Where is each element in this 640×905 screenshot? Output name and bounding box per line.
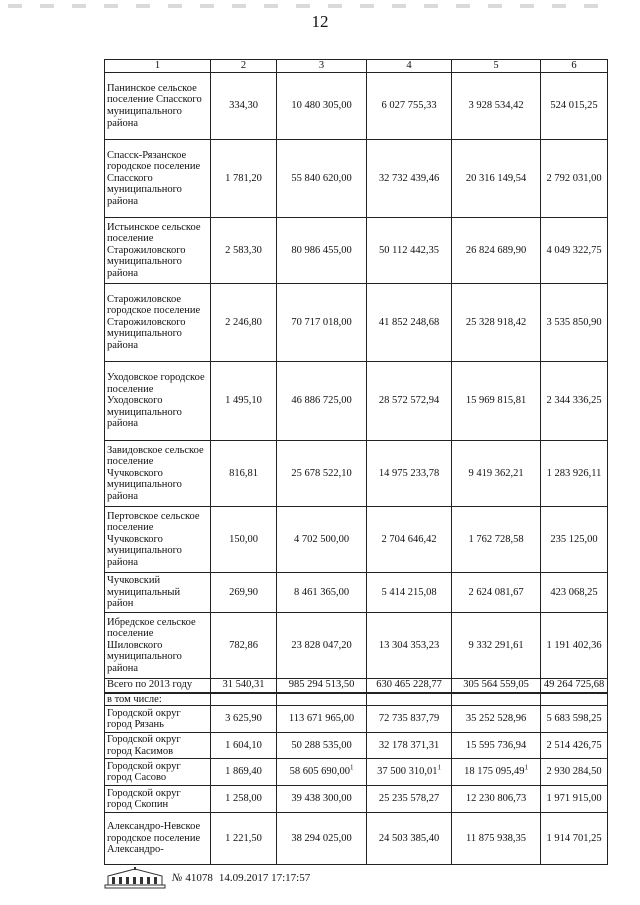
value-cell <box>452 284 541 362</box>
cell-value: 2 704 646,42 <box>381 533 437 545</box>
table-row <box>105 140 608 218</box>
value-cell <box>211 284 277 362</box>
row-name-cell: Ибредское сельское поселение Шиловского муниципального района <box>105 613 211 679</box>
data-table <box>104 59 608 865</box>
column-header: 1 <box>105 60 211 73</box>
footnote-mark: 1 <box>437 763 441 772</box>
value-cell <box>367 706 452 733</box>
value-cell <box>277 786 367 813</box>
value-cell <box>211 693 277 706</box>
table-row <box>105 362 608 441</box>
value-cell <box>452 441 541 507</box>
cell-value: 70 717 018,00 <box>291 316 352 328</box>
cell-value: 49 264 725,68 <box>543 679 605 691</box>
value-cell <box>211 679 277 693</box>
value-cell <box>277 733 367 759</box>
table-row <box>105 573 608 613</box>
footnote-mark: 1 <box>349 763 354 772</box>
value-cell <box>452 733 541 759</box>
value-cell <box>541 573 608 613</box>
cell-value: 6 027 755,33 <box>381 100 437 112</box>
cell-value: 1 781,20 <box>225 172 262 184</box>
cell-value: 1 914 701,25 <box>546 832 602 844</box>
cell-value: 2 583,30 <box>225 244 262 256</box>
value-cell <box>367 218 452 284</box>
row-name-cell: Старожиловское городское поселение Старожиловского муниципального района <box>105 284 211 362</box>
cell-value: 3 625,90 <box>225 713 262 725</box>
cell-value: 46 886 725,00 <box>291 395 352 407</box>
column-header: 2 <box>211 60 277 73</box>
value-cell <box>211 733 277 759</box>
value-cell <box>452 786 541 813</box>
value-cell <box>211 140 277 218</box>
cell-value: 1 604,10 <box>225 739 262 751</box>
value-cell <box>211 73 277 140</box>
value-cell <box>211 786 277 813</box>
cell-value: 32 178 371,31 <box>378 739 440 751</box>
cell-value: 5 683 598,25 <box>546 713 602 725</box>
value-cell <box>541 759 608 786</box>
value-cell <box>367 441 452 507</box>
value-cell <box>367 759 452 786</box>
value-cell <box>541 73 608 140</box>
cell-value: 5 414 215,08 <box>381 586 437 598</box>
cell-value: 10 480 305,00 <box>291 100 352 112</box>
row-name-cell: Завидовское сельское поселение Чучковского муниципального района <box>105 441 211 507</box>
value-cell <box>541 679 608 693</box>
cell-value: 524 015,25 <box>550 100 598 112</box>
table-row <box>105 786 608 813</box>
cell-value: 55 840 620,00 <box>291 172 352 184</box>
value-cell <box>277 613 367 679</box>
column-header: 3 <box>277 60 367 73</box>
cell-value: 8 461 365,00 <box>293 586 350 598</box>
cell-value: 305 564 559,05 <box>463 679 529 691</box>
cell-value: 25 235 578,27 <box>378 793 440 805</box>
value-cell <box>452 73 541 140</box>
scan-artifact <box>8 4 608 8</box>
document-timestamp: 14.09.2017 17:17:57 <box>218 872 311 884</box>
value-cell <box>541 693 608 706</box>
row-name-cell: Уходовское городское поселение Уходовского муниципального района <box>105 362 211 441</box>
value-cell <box>211 507 277 573</box>
value-cell <box>452 218 541 284</box>
value-cell <box>277 218 367 284</box>
value-cell <box>541 613 608 679</box>
value-cell <box>277 573 367 613</box>
building-stamp-icon <box>104 867 166 889</box>
cell-value: 3 928 534,42 <box>468 100 524 112</box>
cell-value: 423 068,25 <box>550 586 598 598</box>
cell-value: 25 678 522,10 <box>291 467 352 479</box>
value-cell <box>277 813 367 865</box>
cell-value: 2 514 426,75 <box>546 739 602 751</box>
value-cell <box>211 218 277 284</box>
cell-value: 24 503 385,40 <box>378 832 440 844</box>
row-name-cell: Всего по 2013 году <box>105 679 211 693</box>
value-cell <box>367 573 452 613</box>
value-cell <box>277 759 367 786</box>
value-cell <box>452 679 541 693</box>
table-row <box>105 507 608 573</box>
value-cell <box>367 284 452 362</box>
cell-value: 26 824 689,90 <box>465 244 527 256</box>
table-row <box>105 441 608 507</box>
cell-value: 1 869,40 <box>225 766 262 778</box>
row-name-cell: Пертовское сельское поселение Чучковского муниципального района <box>105 507 211 573</box>
cell-value: 50 288 535,00 <box>291 739 352 751</box>
row-name-cell: в том числе: <box>105 693 211 706</box>
cell-value: 269,90 <box>229 586 258 598</box>
cell-value: 14 975 233,78 <box>378 467 440 479</box>
cell-value: 1 191 402,36 <box>546 639 602 651</box>
value-cell <box>541 733 608 759</box>
value-cell <box>277 140 367 218</box>
table-row <box>105 73 608 140</box>
row-name-cell: Городской округ город Сасово <box>105 759 211 786</box>
cell-value: 50 112 442,35 <box>379 244 439 256</box>
row-name-cell: Городской округ город Скопин <box>105 786 211 813</box>
table-row <box>105 706 608 733</box>
value-cell <box>367 733 452 759</box>
value-cell <box>452 507 541 573</box>
cell-value: 2 344 336,25 <box>546 395 602 407</box>
cell-value: 1 283 926,11 <box>546 467 602 479</box>
cell-value: 985 294 513,50 <box>288 679 355 691</box>
cell-value: 37 500 310,01 <box>377 766 438 778</box>
value-cell <box>277 706 367 733</box>
value-cell <box>367 813 452 865</box>
cell-value: 9 419 362,21 <box>468 467 524 479</box>
value-cell <box>211 706 277 733</box>
cell-value: 58 605 690,00 <box>289 766 350 778</box>
value-cell <box>367 613 452 679</box>
cell-value: 9 332 291,61 <box>468 639 524 651</box>
value-cell <box>541 507 608 573</box>
value-cell <box>211 362 277 441</box>
cell-value: 31 540,31 <box>222 679 265 691</box>
cell-value: 2 246,80 <box>225 316 262 328</box>
table-row <box>105 679 608 693</box>
value-cell <box>367 73 452 140</box>
cell-value: 25 328 918,42 <box>465 316 527 328</box>
table-header <box>105 60 608 73</box>
table-row <box>105 693 608 706</box>
cell-value: 80 986 455,00 <box>291 244 352 256</box>
row-name-cell: Городской округ город Касимов <box>105 733 211 759</box>
value-cell <box>367 507 452 573</box>
cell-value: 630 465 228,77 <box>376 679 442 691</box>
footnote-mark: 1 <box>524 763 528 772</box>
value-cell <box>211 759 277 786</box>
value-cell <box>211 441 277 507</box>
cell-value: 23 828 047,20 <box>291 639 352 651</box>
cell-value: 1 258,00 <box>225 793 262 805</box>
value-cell <box>452 759 541 786</box>
value-cell <box>211 813 277 865</box>
table-row <box>105 613 608 679</box>
row-name-cell: Александро-Невское городское поселение Александро- <box>105 813 211 865</box>
value-cell <box>277 441 367 507</box>
table-body <box>105 73 608 865</box>
page-number: 12 <box>311 12 329 31</box>
cell-value: 334,30 <box>229 100 258 112</box>
cell-value: 28 572 572,94 <box>378 395 440 407</box>
column-header: 4 <box>367 60 452 73</box>
value-cell <box>452 693 541 706</box>
cell-value: 15 969 815,81 <box>465 395 527 407</box>
value-cell <box>452 613 541 679</box>
value-cell <box>541 362 608 441</box>
cell-value: 113 671 965,00 <box>288 713 355 725</box>
cell-value: 150,00 <box>229 533 258 545</box>
value-cell <box>367 679 452 693</box>
value-cell <box>452 706 541 733</box>
cell-value: 11 875 938,35 <box>466 832 526 844</box>
cell-value: 4 049 322,75 <box>546 244 602 256</box>
cell-value: 32 732 439,46 <box>378 172 440 184</box>
value-cell <box>277 693 367 706</box>
cell-value: 4 702 500,00 <box>293 533 350 545</box>
cell-value: 782,86 <box>229 639 258 651</box>
value-cell <box>277 507 367 573</box>
cell-value: 20 316 149,54 <box>465 172 527 184</box>
table-row <box>105 284 608 362</box>
value-cell <box>452 813 541 865</box>
footer <box>104 866 310 890</box>
row-name-cell: Панинское сельское поселение Спасского муниципального района <box>105 73 211 140</box>
value-cell <box>367 693 452 706</box>
value-cell <box>452 140 541 218</box>
table-row <box>105 218 608 284</box>
value-cell <box>541 284 608 362</box>
table-row <box>105 759 608 786</box>
cell-value: 235 125,00 <box>550 533 598 545</box>
cell-value: 1 971 915,00 <box>546 793 602 805</box>
cell-value: 3 535 850,90 <box>546 316 602 328</box>
cell-value: 38 294 025,00 <box>291 832 352 844</box>
cell-value: 72 735 837,79 <box>378 713 440 725</box>
column-header: 5 <box>452 60 541 73</box>
number-sign: № <box>172 872 183 884</box>
cell-value: 2 930 284,50 <box>546 766 602 778</box>
column-header: 6 <box>541 60 608 73</box>
cell-value: 1 495,10 <box>225 395 262 407</box>
value-cell <box>211 613 277 679</box>
value-cell <box>541 706 608 733</box>
row-name-cell: Истьинское сельское поселение Старожиловского муниципального района <box>105 218 211 284</box>
value-cell <box>541 813 608 865</box>
cell-value: 12 230 806,73 <box>465 793 527 805</box>
value-cell <box>367 786 452 813</box>
cell-value: 2 792 031,00 <box>546 172 602 184</box>
table-row <box>105 813 608 865</box>
cell-value: 816,81 <box>229 467 258 479</box>
value-cell <box>367 362 452 441</box>
value-cell <box>541 786 608 813</box>
value-cell <box>211 573 277 613</box>
table-row <box>105 733 608 759</box>
document-number: 41078 <box>185 872 213 884</box>
cell-value: 1 762 728,58 <box>468 533 524 545</box>
cell-value: 1 221,50 <box>225 832 262 844</box>
row-name-cell: Городской округ город Рязань <box>105 706 211 733</box>
cell-value: 39 438 300,00 <box>291 793 352 805</box>
value-cell <box>541 441 608 507</box>
value-cell <box>277 362 367 441</box>
value-cell <box>277 679 367 693</box>
value-cell <box>452 362 541 441</box>
cell-value: 35 252 528,96 <box>465 713 527 725</box>
row-name-cell: Спасск-Рязанское городское поселение Спасского муниципального района <box>105 140 211 218</box>
value-cell <box>277 284 367 362</box>
value-cell <box>541 140 608 218</box>
cell-value: 18 175 095,49 <box>464 766 525 778</box>
value-cell <box>541 218 608 284</box>
cell-value: 41 852 248,68 <box>378 316 440 328</box>
row-name-cell: Чучковский муниципальный район <box>105 573 211 613</box>
value-cell <box>367 140 452 218</box>
value-cell <box>277 73 367 140</box>
cell-value: 13 304 353,23 <box>378 639 440 651</box>
cell-value: 2 624 081,67 <box>468 586 524 598</box>
cell-value: 15 595 736,94 <box>465 739 527 751</box>
value-cell <box>452 573 541 613</box>
